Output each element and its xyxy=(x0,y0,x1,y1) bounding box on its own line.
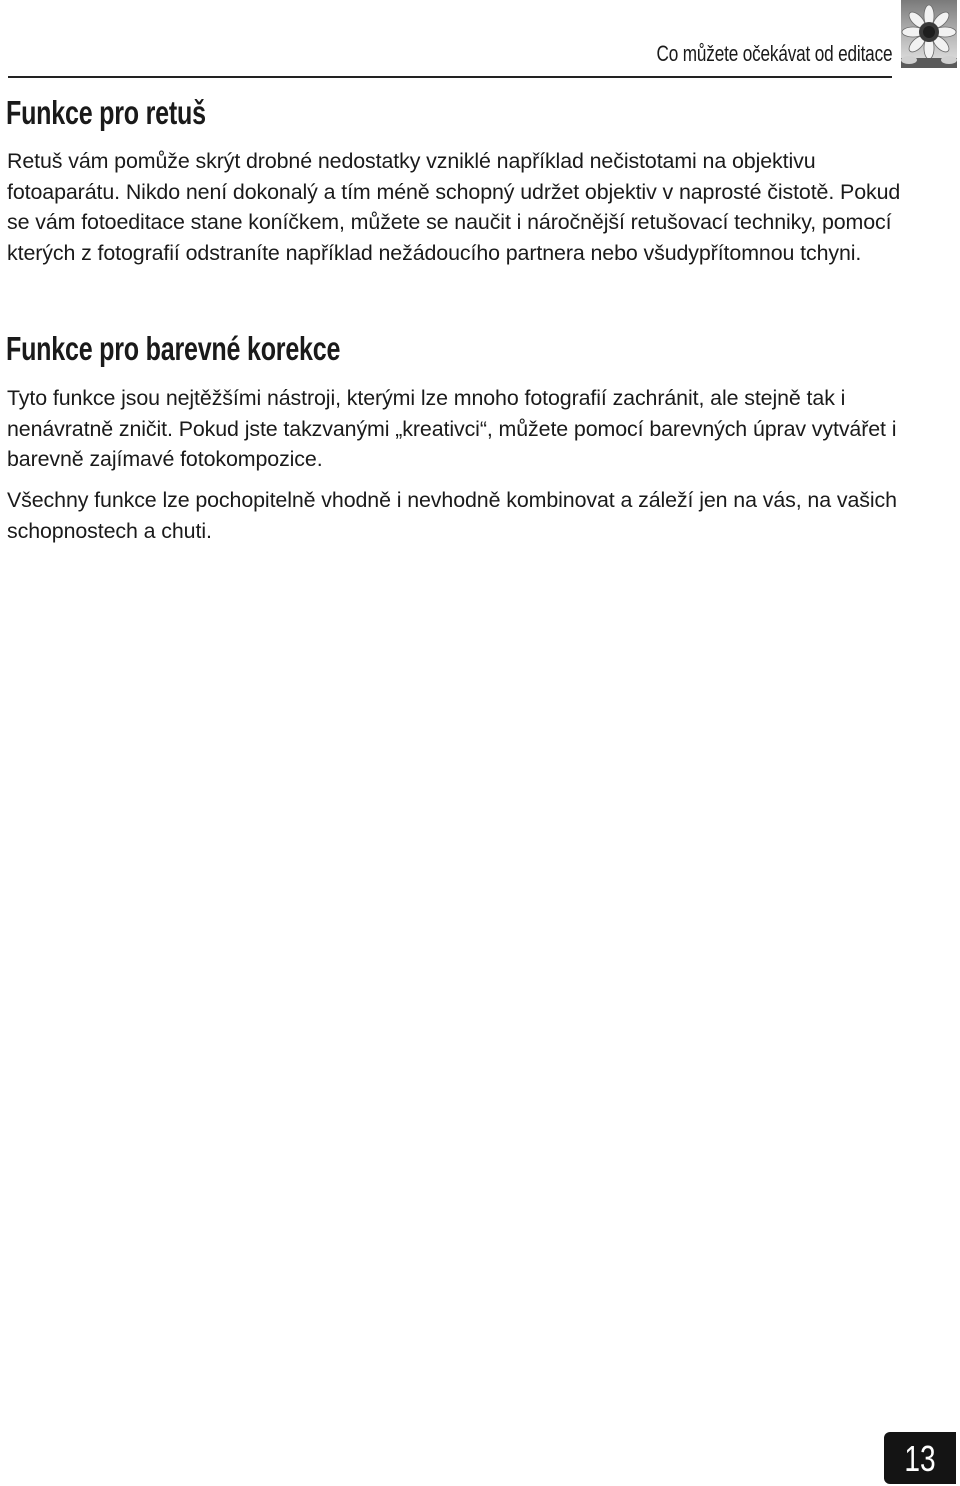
paragraph-kombinace: Všechny funkce lze pochopitelně vhodně i nevhodně kombinovat a záleží jen na vás, na vašich schopnostech a chuti. xyxy=(7,488,897,543)
sunflower-photo-icon xyxy=(901,0,957,68)
running-title: Co můžete očekávat od editace xyxy=(656,41,892,66)
paragraph-barevne-korekce: Tyto funkce jsou nejtěžšími nástroji, kterými lze mnoho fotografií zachránit, ale stejně tak i nenávratně zničit. Pokud jste takzvanými „kreativci“, můžete pomocí barevných úprav vytvářet i barevně zajímavé fotokompozice. xyxy=(7,386,897,471)
section-heading-retus: Funkce pro retuš xyxy=(6,94,206,131)
page-number: 13 xyxy=(904,1438,936,1479)
paragraph-retus: Retuš vám pomůže skrýt drobné nedostatky vzniklé například nečistotami na objektivu fotoaparátu. Nikdo není dokonalý a tím méně schopný udržet objektiv v naprosté čistotě. Pokud se vám fotoeditace stane koníčkem, můžete se naučit i náročnější retušovací techniky, pomocí kterých z fotografií odstraníte například nežádoucího partnera nebo všudypřítomnou tchyni. xyxy=(7,149,901,265)
page-number-badge xyxy=(884,1432,956,1484)
section-heading-barevne-korekce: Funkce pro barevné korekce xyxy=(6,330,341,367)
running-header xyxy=(8,0,892,78)
